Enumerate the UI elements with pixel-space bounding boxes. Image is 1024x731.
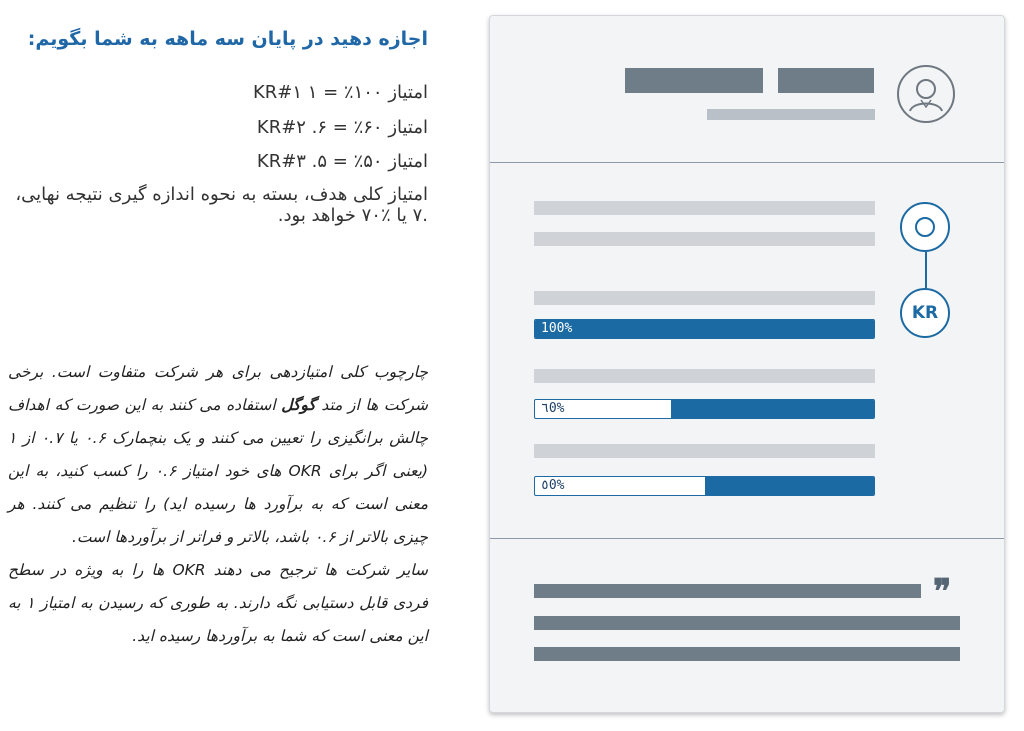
title-placeholder-bar — [625, 68, 763, 93]
objective-placeholder-bar — [534, 201, 875, 215]
progress-fill — [535, 320, 874, 338]
okr-card-illustration — [489, 15, 1005, 713]
comment-placeholder-bar — [534, 647, 960, 661]
body-paragraph-1 — [8, 356, 428, 554]
body-text-part: چارچوب کلی امتیازدهی برای هر شرکت متفاوت است. برخی شرکت ها از متد — [8, 363, 428, 414]
objective-kr-connector — [925, 252, 927, 288]
progress-label: ٦0% — [541, 401, 565, 416]
card-divider — [490, 162, 1004, 163]
page-heading: اجازه دهید در پایان سه ماهه به شما بگویم: — [27, 28, 428, 50]
body-paragraph-2: سایر شرکت ها ترجیح می دهند OKR ها را به ویژه در سطح فردی قابل دستیابی نگه دارند. به طوری که رسیدن به امتیاز ۱ به این معنی است که شما به برآوردها رسیده اید. — [8, 561, 428, 645]
target-circle-icon — [900, 202, 950, 252]
progress-fill — [705, 477, 875, 495]
kr-placeholder-bar — [534, 369, 875, 383]
objective-placeholder-bar — [534, 232, 875, 246]
progress-fill — [671, 400, 874, 418]
body-text — [8, 356, 428, 653]
comment-placeholder-bar — [534, 584, 921, 598]
score-kr3: امتیاز KR#۳ .۵ = ٪۵۰ — [256, 151, 428, 172]
google-bold-text: گوگل — [281, 396, 316, 414]
kr-progress-bar-1 — [534, 319, 875, 339]
kr-placeholder-bar — [534, 291, 875, 305]
score-kr1: امتیاز KR#۱ ۱ = ٪۱۰۰ — [252, 82, 428, 103]
kr-placeholder-bar — [534, 444, 875, 458]
target-inner-ring — [915, 217, 935, 237]
user-avatar-icon — [897, 65, 955, 123]
progress-label: ٥0% — [541, 478, 565, 493]
comment-placeholder-bar — [534, 616, 960, 630]
title-placeholder-bar — [778, 68, 874, 93]
kr-badge: KR — [900, 288, 950, 338]
quote-icon: ❞ — [933, 572, 952, 612]
avatar-glyph — [899, 67, 953, 121]
kr-progress-bar-3 — [534, 476, 875, 496]
body-text-part: استفاده می کنند به این صورت که اهداف چالش برانگیزی را تعیین می کنند و یک بنچمارک ۰.۶ یا ۰.۷ از ۱ (یعنی اگر برای OKR های خود امتیاز ۰.۶ را کسب کنید، به این معنی است که به برآورد ها رسیده اید) را تنظیم می کنند. هر چیزی بالاتر از ۰.۶ باشد، بالاتر و فراتر از برآوردها است. — [8, 396, 428, 546]
summary-text: امتیاز کلی هدف، بسته به نحوه اندازه گیری نتیجه نهایی، .۷ یا ٪۷۰ خواهد بود. — [15, 184, 428, 226]
kr-progress-bar-2 — [534, 399, 875, 419]
subtitle-placeholder-bar — [707, 109, 875, 120]
card-divider — [490, 538, 1004, 539]
score-kr2: امتیاز KR#۲ .۶ = ٪۶۰ — [256, 117, 428, 138]
progress-label: 100% — [541, 321, 573, 336]
